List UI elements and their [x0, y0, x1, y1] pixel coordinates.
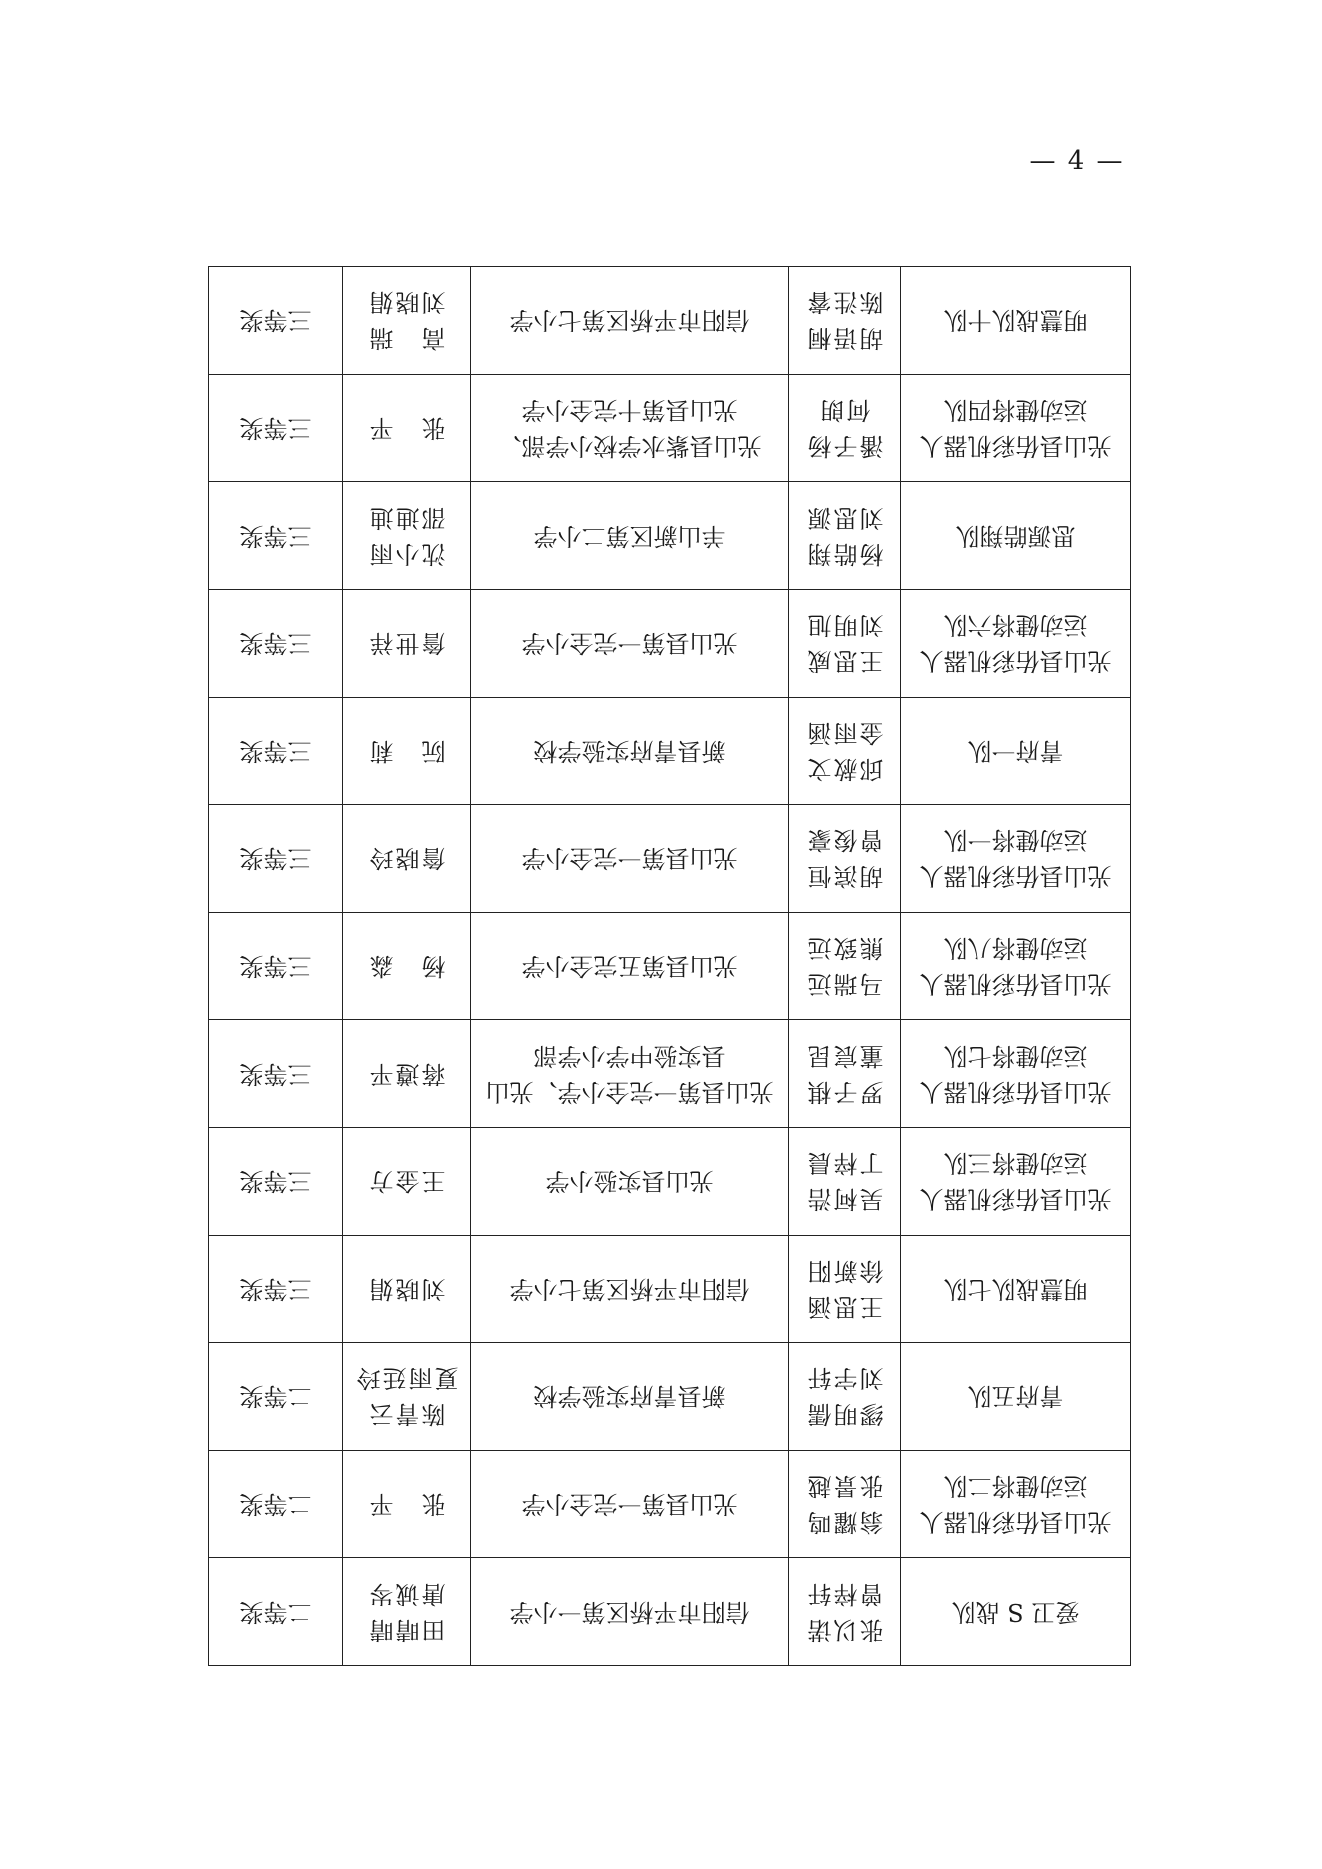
- team-cell: 光山县佑彩机器人 运动健将一队: [901, 805, 1131, 913]
- teacher-cell: 张 平: [343, 374, 471, 482]
- students-cell: 缪明儒 刘宇轩: [789, 1343, 901, 1451]
- students-cell: 吴柯浩 丁梓晨: [789, 1127, 901, 1235]
- school-cell: 光山县第一完全小学: [471, 1450, 789, 1558]
- table-row: [209, 1450, 1131, 1558]
- award-cell: 三等奖: [209, 697, 343, 805]
- teacher-cell: 阮 莉: [343, 697, 471, 805]
- page-number: — 4 —: [1029, 146, 1125, 176]
- team-cell: 思源皓翔队: [901, 482, 1131, 590]
- team-cell: 青府五队: [901, 1343, 1131, 1451]
- table-row: [209, 1343, 1131, 1451]
- award-cell: 二等奖: [209, 1450, 343, 1558]
- school-cell: 羊山新区第二小学: [471, 482, 789, 590]
- table-row: [209, 482, 1131, 590]
- students-cell: 罗子棋 董宸昆: [789, 1020, 901, 1128]
- school-cell: 信阳市平桥区第一小学: [471, 1558, 789, 1666]
- teacher-cell: 陈青云 夏雨廷玲: [343, 1343, 471, 1451]
- table-row: [209, 1235, 1131, 1343]
- award-cell: 三等奖: [209, 1127, 343, 1235]
- teacher-cell: 刘晓娟: [343, 1235, 471, 1343]
- teacher-cell: 詹世祥: [343, 589, 471, 697]
- school-cell: 信阳市平桥区第七小学: [471, 267, 789, 375]
- table-row: [209, 1020, 1131, 1128]
- team-cell: 光山县佑彩机器人 运动健将四队: [901, 374, 1131, 482]
- students-cell: 张以诺 曾梓轩: [789, 1558, 901, 1666]
- table-body: [209, 267, 1131, 1666]
- award-cell: 二等奖: [209, 1343, 343, 1451]
- students-cell: 杨皓翔 刘思源: [789, 482, 901, 590]
- school-cell: 光山县实验小学: [471, 1127, 789, 1235]
- school-cell: 光山县第五完全小学: [471, 912, 789, 1020]
- students-cell: 马瑞远 熊致远: [789, 912, 901, 1020]
- teacher-cell: 詹晓玲: [343, 805, 471, 913]
- school-cell: 光山县第一完全小学、光山 县实验中学小学部: [471, 1020, 789, 1128]
- teacher-cell: 蒋遵平: [343, 1020, 471, 1128]
- award-cell: 三等奖: [209, 1020, 343, 1128]
- table-row: [209, 374, 1131, 482]
- award-cell: 二等奖: [209, 1558, 343, 1666]
- award-cell: 三等奖: [209, 482, 343, 590]
- school-cell: 信阳市平桥区第七小学: [471, 1235, 789, 1343]
- teacher-cell: 高 瑞 刘晓娟: [343, 267, 471, 375]
- award-table: [208, 266, 1131, 1666]
- team-cell: 光山县佑彩机器人 运动健将三队: [901, 1127, 1131, 1235]
- school-cell: 光山县第一完全小学: [471, 589, 789, 697]
- students-cell: 王思涵 徐新阳: [789, 1235, 901, 1343]
- table-row: [209, 1558, 1131, 1666]
- award-cell: 三等奖: [209, 267, 343, 375]
- team-cell: 光山县佑彩机器人 运动健将七队: [901, 1020, 1131, 1128]
- students-cell: 胡语桐 陈泩睿: [789, 267, 901, 375]
- school-cell: 光山县紫水学校小学部、 光山县第十完全小学: [471, 374, 789, 482]
- students-cell: 潘子杨 何朗: [789, 374, 901, 482]
- team-cell: 光山县佑彩机器人 运动健将八队: [901, 912, 1131, 1020]
- team-cell: 明慧战队七队: [901, 1235, 1131, 1343]
- award-cell: 三等奖: [209, 374, 343, 482]
- teacher-cell: 田晴晴 唐诚岑: [343, 1558, 471, 1666]
- award-cell: 三等奖: [209, 805, 343, 913]
- teacher-cell: 杨 淼: [343, 912, 471, 1020]
- table-row: [209, 1127, 1131, 1235]
- table-row: [209, 912, 1131, 1020]
- table-row: [209, 805, 1131, 913]
- table-row: [209, 267, 1131, 375]
- students-cell: 胡滨恒 曾俊豪: [789, 805, 901, 913]
- school-cell: 新县青府实验学校: [471, 697, 789, 805]
- school-cell: 光山县第一完全小学: [471, 805, 789, 913]
- students-cell: 邱赦文 金雨涵: [789, 697, 901, 805]
- table-row: [209, 697, 1131, 805]
- award-cell: 三等奖: [209, 912, 343, 1020]
- teacher-cell: 张 平: [343, 1450, 471, 1558]
- team-cell: 光山县佑彩机器人 运动健将二队: [901, 1450, 1131, 1558]
- teacher-cell: 沈小雨 邵迪迪: [343, 482, 471, 590]
- team-cell: 光山县佑彩机器人 运动健将六队: [901, 589, 1131, 697]
- team-cell: 青府一队: [901, 697, 1131, 805]
- award-cell: 三等奖: [209, 1235, 343, 1343]
- students-cell: 翁耀鸣 张景越: [789, 1450, 901, 1558]
- teacher-cell: 王金方: [343, 1127, 471, 1235]
- table-row: [209, 589, 1131, 697]
- school-cell: 新县青府实验学校: [471, 1343, 789, 1451]
- team-cell: 爱卫 S 战队: [901, 1558, 1131, 1666]
- students-cell: 王思威 刘明旭: [789, 589, 901, 697]
- award-cell: 三等奖: [209, 589, 343, 697]
- team-cell: 明慧战队十队: [901, 267, 1131, 375]
